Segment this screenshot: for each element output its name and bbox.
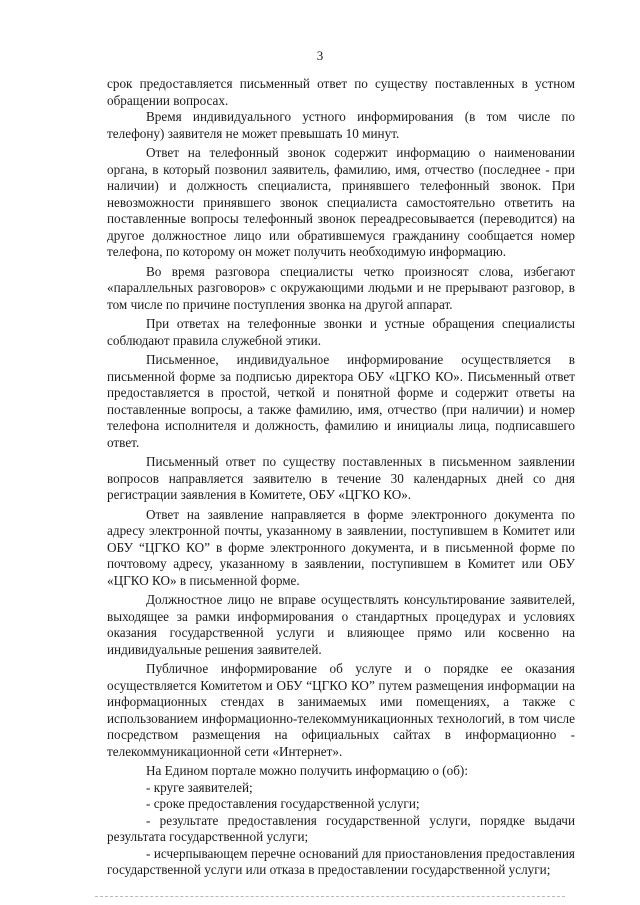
page-number: 3 xyxy=(316,48,324,63)
paragraph: Ответ на заявление направляется в форме электронного документа по адресу электронной почты, указанному в заявлении, поступившем в Комитет или ОБУ “ЦГКО КО” в форме электронного документа, и в письменной форме по почтовому адресу, указанному в заявлении, поступившем в Комитет или ОБУ «ЦГКО КО» в письменной форме. xyxy=(107,506,575,588)
paragraph: При ответах на телефонные звонки и устные обращения специалисты соблюдают правила служебной этики. xyxy=(107,316,575,348)
paragraph: срок предоставляется письменный ответ по существу поставленных в устном обращении вопросах. xyxy=(107,76,575,108)
list-item: - исчерпывающем перечне оснований для приостановления предоставления государственной услуги или отказа в предоставлении государственной услуги; xyxy=(107,845,575,877)
document-body xyxy=(107,76,575,879)
list-item: - результате предоставления государственной услуги, порядке выдачи результата государственной услуги; xyxy=(107,812,575,844)
list-item: - сроке предоставления государственной услуги; xyxy=(146,796,420,811)
paragraph: Должностное лицо не вправе осуществлять консультирование заявителей, выходящее за рамки информирования о стандартных процедурах и условиях оказания государственной услуги и влияющее прямо или косвенно на индивидуальные решения заявителей. xyxy=(107,592,575,657)
paragraph: Письменный ответ по существу поставленных в письменном заявлении вопросов направляется заявителю в течение 30 календарных дней со дня регистрации заявления в Комитете, ОБУ «ЦГКО КО». xyxy=(107,454,575,502)
paragraph: Во время разговора специалисты четко произносят слова, избегают «параллельных разговоров» с окружающими людьми и не прерывают разговор, в том числе по причине поступления звонка на другой аппарат. xyxy=(107,263,575,312)
paragraph: Письменное, индивидуальное информирование осуществляется в письменной форме за подписью директора ОБУ «ЦГКО КО». Письменный ответ предоставляется в простой, четкой и понятной форме и содержит ответы на поставленные вопросы, а также фамилию, имя, отчество (при наличии) и номер телефона исполнителя и должность, фамилию и инициалы лица, подписавшего ответ. xyxy=(107,352,575,450)
paragraph: Публичное информирование об услуге и о порядке ее оказания осуществляется Комитетом и ОБУ “ЦГКО КО” путем размещения информации на информационных стендах в занимаемых ими помещениях, а также с использованием информационно-телекоммуникационных технологий, в том числе посредством размещения на официальных сайтах в информационно - телекоммуникационной сети «Интернет». xyxy=(107,661,575,759)
list-item: - круге заявителей; xyxy=(146,779,253,795)
paragraph: Ответ на телефонный звонок содержит информацию о наименовании органа, в который позвонил заявитель, фамилию, имя, отчество (последнее - при наличии) и должность специалиста, принявшего телефонный звонок. При невозможности принявшего звонок специалиста самостоятельно ответить на поставленные вопросы телефонный звонок переадресовывается (переводится) на другое должностное лицо или обратившемуся гражданину сообщается номер телефона, по которому он может получить необходимую информацию. xyxy=(107,145,575,259)
scan-artifact-line xyxy=(95,896,565,899)
paragraph: На Едином портале можно получить информацию о (об): xyxy=(146,763,468,778)
paragraph: Время индивидуального устного информирования (в том числе по телефону) заявителя не может превышать 10 минут. xyxy=(107,109,575,141)
